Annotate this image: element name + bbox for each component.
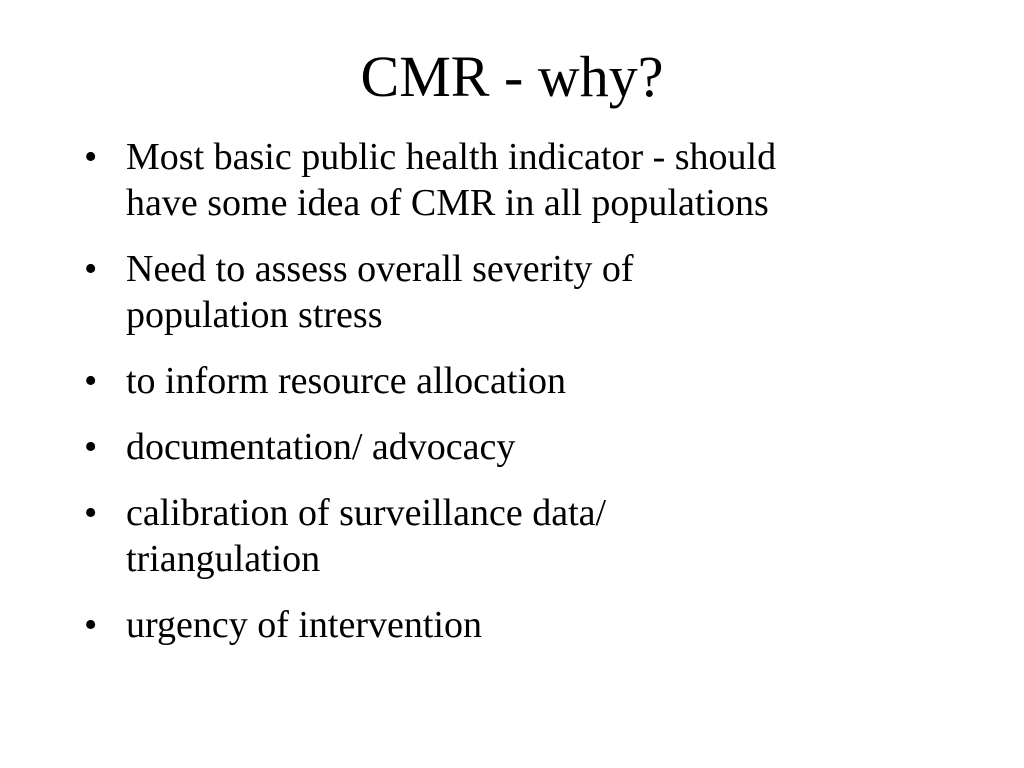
- bullet-text-line: triangulation: [126, 538, 321, 580]
- bullet-text-line: population stress: [126, 294, 383, 336]
- bullet-icon: •: [84, 136, 98, 178]
- bullet-text-line: calibration of surveillance data/: [126, 492, 607, 534]
- bullet-icon: •: [84, 360, 98, 402]
- bullet-text-line: urgency of intervention: [126, 604, 482, 646]
- bullet-text-line: Need to assess overall severity of: [126, 248, 634, 290]
- bullet-text-line: Most basic public health indicator - should: [126, 136, 777, 178]
- bullet-icon: •: [84, 492, 98, 534]
- bullet-text-line: documentation/ advocacy: [126, 426, 516, 468]
- bullet-text-line: to inform resource allocation: [126, 360, 567, 402]
- bullet-item: [84, 246, 944, 338]
- bullet-icon: •: [84, 426, 98, 468]
- bullet-item: [84, 490, 944, 582]
- bullet-item: [84, 424, 944, 470]
- bullet-icon: •: [84, 604, 98, 646]
- bullet-icon: •: [84, 248, 98, 290]
- bullet-text-line: have some idea of CMR in all populations: [126, 182, 769, 224]
- bullet-list: [84, 134, 944, 668]
- bullet-item: [84, 602, 944, 648]
- slide-title: CMR - why?: [360, 44, 664, 109]
- bullet-item: [84, 358, 944, 404]
- bullet-item: [84, 134, 944, 226]
